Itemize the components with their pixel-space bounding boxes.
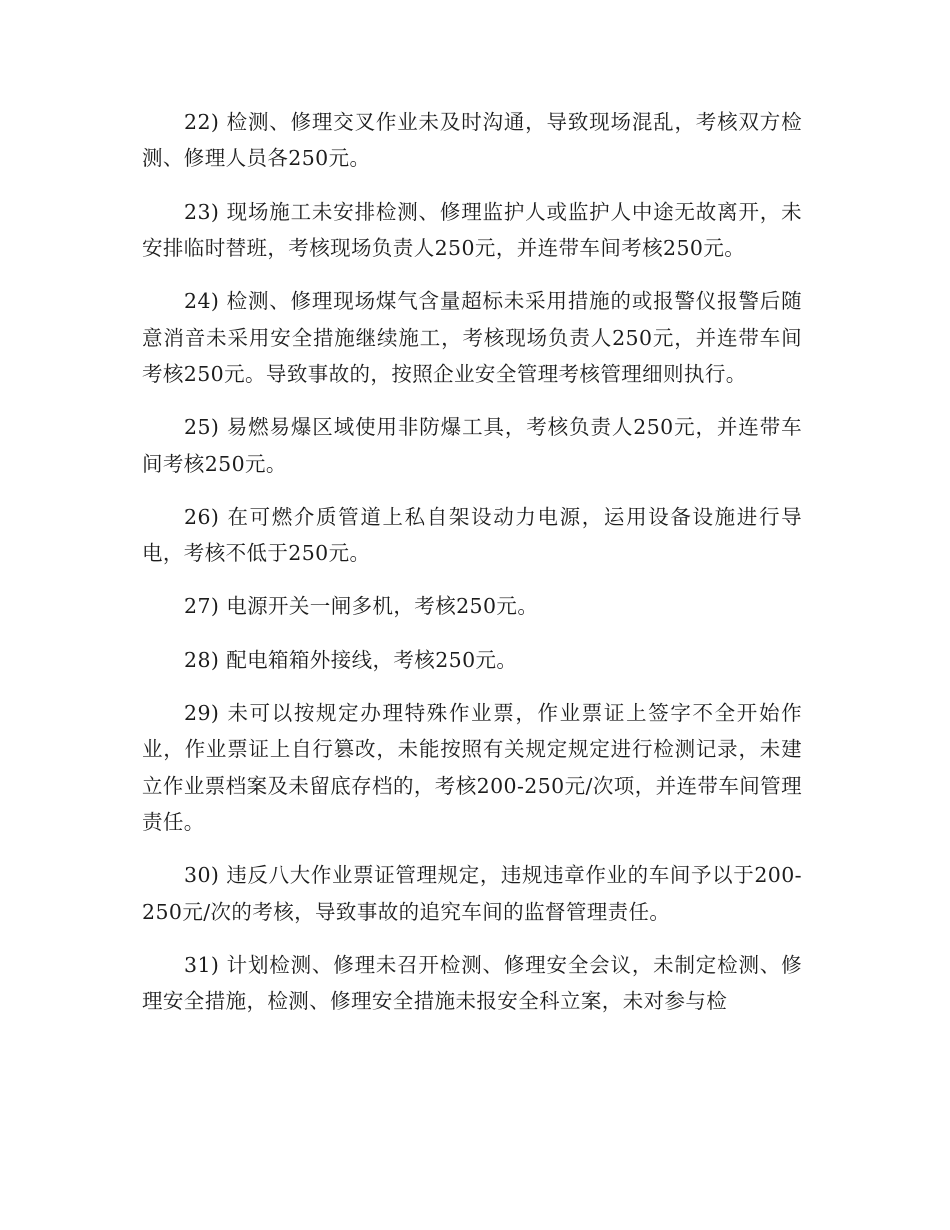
paragraph-29: 29) 未可以按规定办理特殊作业票，作业票证上签字不全开始作业，作业票证上自行篡改，未能按照有关规定规定进行检测记录，未建立作业票档案及未留底存档的，考核200-250元/次项，并连带车间管理责任。	[142, 700, 802, 835]
paragraph-22: 22) 检测、修理交叉作业未及时沟通，导致现场混乱，考核双方检测、修理人员各250元。	[142, 110, 802, 171]
paragraph-28: 28) 配电箱箱外接线，考核250元。	[184, 647, 518, 672]
paragraph-26: 26) 在可燃介质管道上私自架设动力电源，运用设备设施进行导电，考核不低于250元。	[142, 504, 802, 566]
paragraph-24: 24) 检测、修理现场煤气含量超标未采用措施的或报警仪报警后随意消音未采用安全措施继续施工，考核现场负责人250元，并连带车间考核250元。导致事故的，按照企业安全管理考核管理细则执行。	[142, 289, 802, 387]
paragraph-23: 23) 现场施工未安排检测、修理监护人或监护人中途无故离开，未安排临时替班，考核现场负责人250元，并连带车间考核250元。	[142, 199, 802, 261]
paragraph-25: 25) 易燃易爆区域使用非防爆工具，考核负责人250元，并连带车间考核250元。	[142, 415, 802, 476]
document-body	[142, 104, 802, 1037]
paragraph-31: 31) 计划检测、修理未召开检测、修理安全会议，未制定检测、修理安全措施，检测、修理安全措施未报安全科立案，未对参与检	[142, 952, 802, 1014]
paragraph-30: 30) 违反八大作业票证管理规定，违规违章作业的车间予以于200-250元/次的考核，导致事故的追究车间的监督管理责任。	[142, 863, 802, 924]
paragraph-27: 27) 电源开关一闸多机，考核250元。	[184, 594, 539, 619]
